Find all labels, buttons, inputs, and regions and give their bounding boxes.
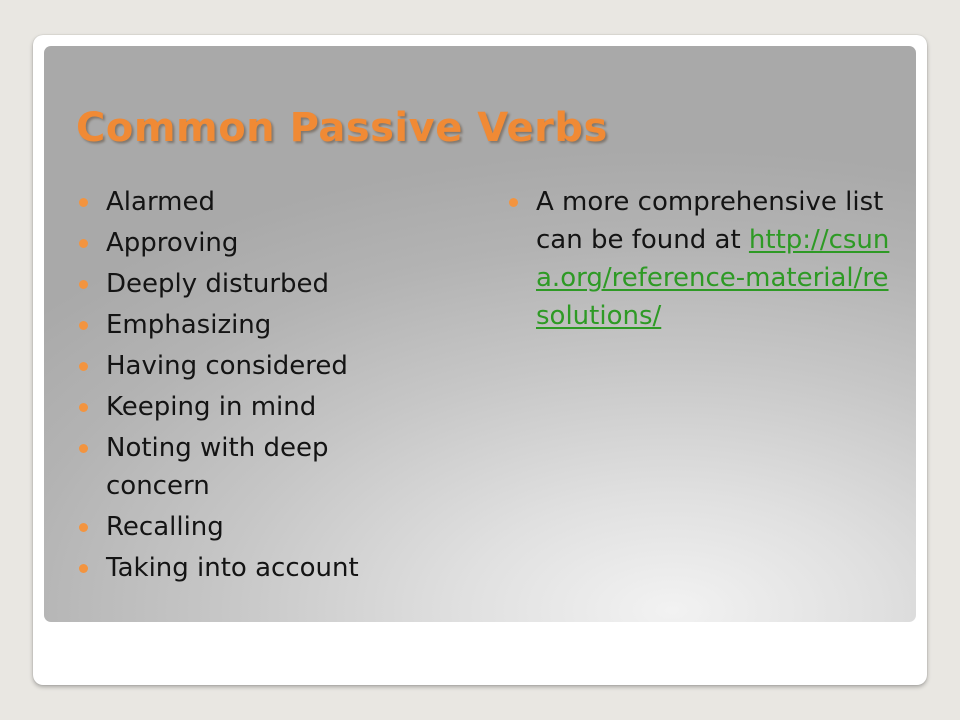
list-item bbox=[506, 183, 896, 335]
list-item bbox=[76, 347, 436, 385]
list-item-text: Keeping in mind bbox=[106, 392, 317, 422]
list-item-text: Having considered bbox=[106, 351, 348, 381]
bullet-icon bbox=[79, 239, 88, 248]
bullet-icon bbox=[79, 564, 88, 573]
list-item-text: Noting with deep concern bbox=[106, 433, 329, 501]
bullet-icon bbox=[79, 321, 88, 330]
list-item-text: Deeply disturbed bbox=[106, 269, 330, 299]
list-item bbox=[76, 508, 436, 546]
reference-list bbox=[506, 183, 896, 335]
list-item-text: Emphasizing bbox=[106, 310, 272, 340]
slide-panel bbox=[44, 46, 916, 622]
reference-text: A more comprehensive list can be found at bbox=[536, 187, 884, 255]
list-item bbox=[76, 224, 436, 262]
list-item-text: Taking into account bbox=[106, 553, 359, 583]
bullet-icon bbox=[79, 403, 88, 412]
list-item bbox=[76, 265, 436, 303]
reference-link[interactable]: http://csuna.org/reference-material/resolutions/ bbox=[536, 225, 890, 331]
slide-title: Common Passive Verbs bbox=[76, 105, 608, 151]
passive-verbs-list bbox=[76, 183, 436, 590]
bullet-icon bbox=[79, 198, 88, 207]
list-item bbox=[76, 306, 436, 344]
bullet-icon bbox=[79, 280, 88, 289]
list-item bbox=[76, 388, 436, 426]
bullet-icon bbox=[509, 198, 518, 207]
list-item-text: Alarmed bbox=[106, 187, 216, 217]
bullet-icon bbox=[79, 523, 88, 532]
list-item-text: Approving bbox=[106, 228, 239, 258]
list-item bbox=[76, 429, 436, 505]
list-item bbox=[76, 549, 436, 587]
bullet-icon bbox=[79, 444, 88, 453]
list-item bbox=[76, 183, 436, 221]
list-item-text: Recalling bbox=[106, 512, 224, 542]
bullet-icon bbox=[79, 362, 88, 371]
